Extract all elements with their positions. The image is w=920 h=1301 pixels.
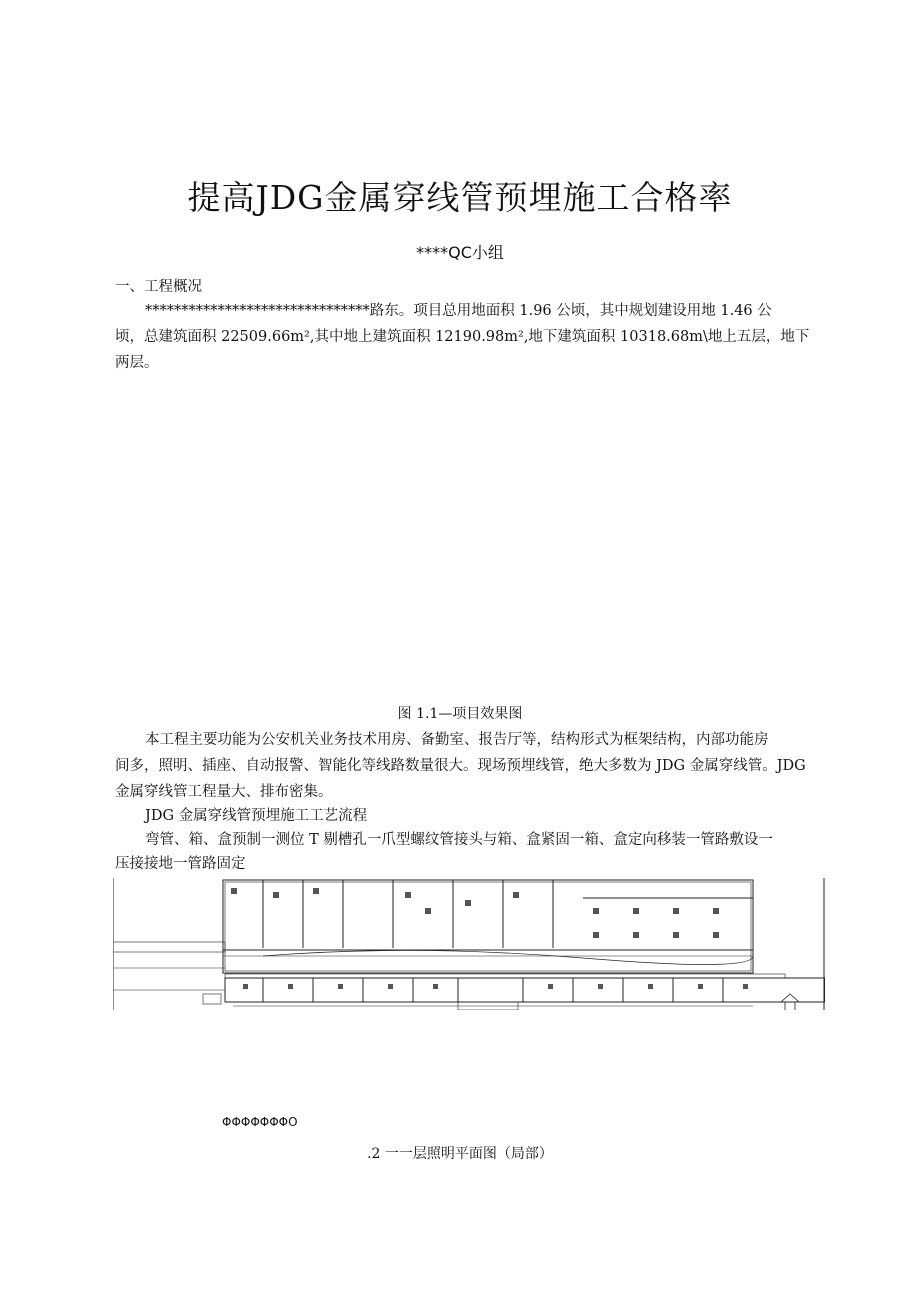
axis-markers: ΦΦΦΦΦΦΦO xyxy=(222,1115,298,1129)
paragraph-line: *******************************路东。项目总用地面积 1.96 公顷，其中规划建设用地 1.46 公 xyxy=(145,303,772,319)
process-line: 压接接地一管路固定 xyxy=(115,856,246,872)
paragraph-line: 顷，总建筑面积 22509.66m²,其中地上建筑面积 12190.98m²,地下建筑面积 10318.68m\地上五层，地下 xyxy=(115,329,810,345)
document-subtitle: ****QC小组 xyxy=(416,243,504,262)
process-line: 弯管、箱、盒预制一测位 T 剔槽孔一爪型螺纹管接头与箱、盒紧固一箱、盒定向移装一管路敷设一 xyxy=(145,832,773,848)
paragraph-line: 间多，照明、插座、自动报警、智能化等线路数量很大。现场预埋线管，绝大多数为 JDG 金属穿线管。JDG xyxy=(115,758,806,774)
paragraph-line: 本工程主要功能为公安机关业务技术用房、备勤室、报告厅等，结构形式为框架结构，内部功能房 xyxy=(145,732,769,748)
section-heading: 一、工程概况 xyxy=(115,279,202,295)
document-title: 提高JDG金属穿线管预埋施工合格率 xyxy=(187,178,733,217)
floor-plan-drawing xyxy=(113,878,825,1010)
process-heading: JDG 金属穿线管预埋施工工艺流程 xyxy=(145,808,368,824)
paragraph-line: 两层。 xyxy=(115,355,159,371)
figure-caption: 图 1.1—项目效果图 xyxy=(397,706,523,722)
figure-caption: .2 一一层照明平面图（局部） xyxy=(367,1146,553,1162)
paragraph-line: 金属穿线管工程量大、排布密集。 xyxy=(115,784,333,800)
